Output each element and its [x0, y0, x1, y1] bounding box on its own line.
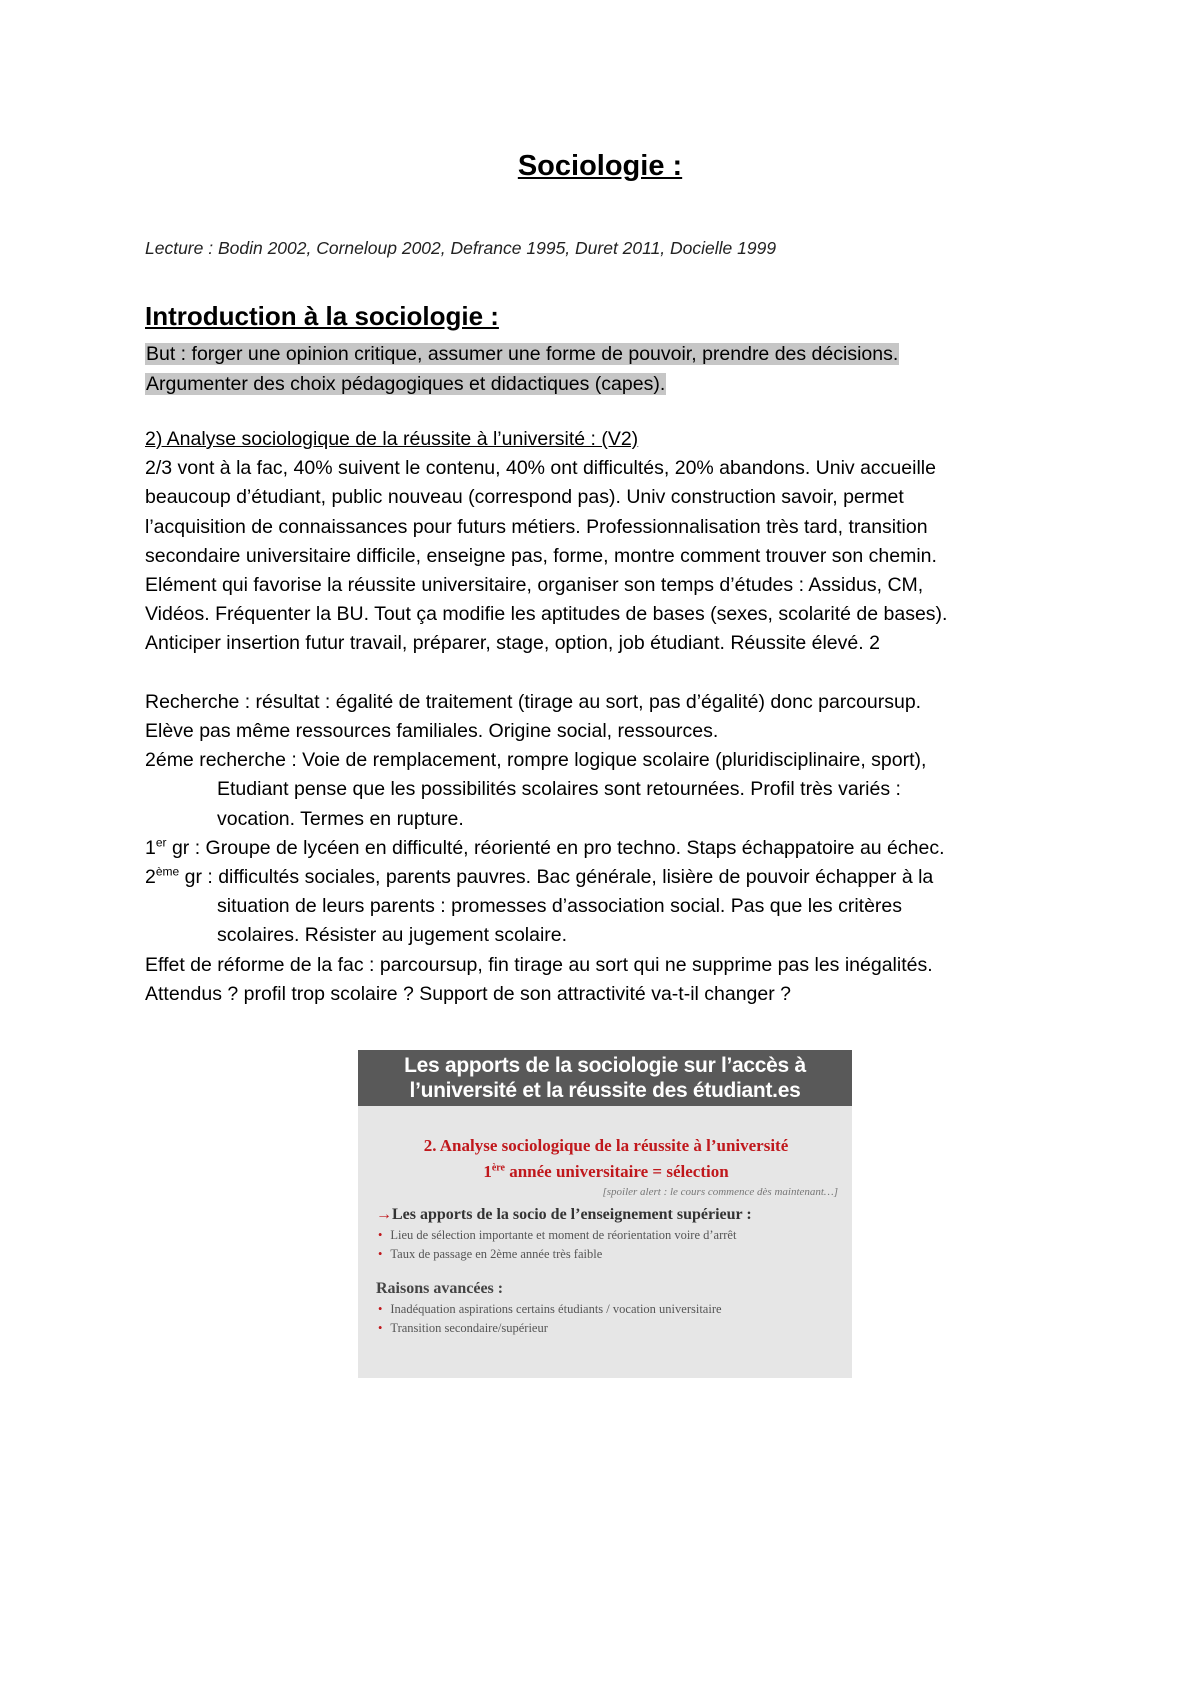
paragraph-line: 2/3 vont à la fac, 40% suivent le contenu, 40% ont difficultés, 20% abandons. Univ accueille [145, 457, 936, 480]
arrow-right-icon: → [376, 1206, 392, 1223]
bullet-icon: • [378, 1228, 383, 1242]
bullet-icon: • [378, 1321, 383, 1335]
paragraph-line: Elément qui favorise la réussite universitaire, organiser son temps d’études : Assidus, CM, [145, 574, 924, 597]
paragraph-line: l’acquisition de connaissances pour futurs métiers. Professionnalisation très tard, transition [145, 515, 928, 538]
paragraph-line: beaucoup d’étudiant, public nouveau (correspond pas). Univ construction savoir, permet [145, 486, 904, 509]
paragraph-line: Etudiant pense que les possibilités scolaires sont retournées. Profil très variés : [217, 778, 901, 801]
slide-header [358, 1050, 852, 1106]
paragraph-line: Vidéos. Fréquenter la BU. Tout ça modifie les aptitudes de bases (sexes, scolarité de bases). [145, 603, 948, 626]
group-number: 1 [145, 836, 156, 859]
slide-bullet [376, 1321, 852, 1336]
slide-title: 2. Analyse sociologique de la réussite à l’université [423, 1136, 789, 1155]
goal-line: Argumenter des choix pédagogiques et didactiques (capes). [146, 373, 666, 395]
paragraph-line: situation de leurs parents : promesses d’association social. Pas que les critères [217, 895, 903, 918]
paragraph-line: 2éme recherche : Voie de remplacement, rompre logique scolaire (pluridisciplinaire, sport), [145, 749, 927, 772]
slide-header-line: Les apports de la sociologie sur l’accès à [404, 1054, 806, 1077]
bullet-icon: • [378, 1247, 383, 1261]
bullet-icon: • [378, 1302, 383, 1316]
paragraph-line: vocation. Termes en rupture. [217, 807, 464, 830]
group-text: gr : Groupe de lycéen en difficulté, réorienté en pro techno. Staps échappatoire au échec. [166, 836, 945, 859]
slide-subtitle [376, 1162, 836, 1182]
group-1-line [145, 834, 1065, 863]
embedded-slide-image [358, 1050, 852, 1378]
paragraph-line: Elève pas même ressources familiales. Origine social, ressources. [145, 720, 719, 743]
goal-line: But : forger une opinion critique, assumer une forme de pouvoir, prendre des décisions. [146, 343, 899, 365]
slide-bullet [376, 1228, 852, 1243]
paragraph-line: Recherche : résultat : égalité de traitement (tirage au sort, pas d’égalité) donc parcoursup. [145, 690, 922, 713]
group-ordinal: ème [155, 864, 180, 879]
slide-body [358, 1106, 852, 1336]
slide-header-line: l’université et la réussite des étudiant.es [409, 1079, 801, 1102]
page-title: Sociologie : [517, 150, 683, 182]
reading-list: Lecture : Bodin 2002, Corneloup 2002, Defrance 1995, Duret 2011, Docielle 1999 [145, 238, 777, 258]
intro-heading: Introduction à la sociologie : [145, 301, 499, 331]
slide-bullet-text: Taux de passage en 2ème année très faible [390, 1247, 603, 1261]
paragraph-line: Effet de réforme de la fac : parcoursup, fin tirage au sort qui ne supprime pas les inégalités. [145, 953, 933, 976]
slide-apports-text: Les apports de la socio de l’enseignement supérieur : [392, 1206, 752, 1223]
paragraph-line: scolaires. Résister au jugement scolaire. [217, 924, 568, 947]
paragraph-line: Anticiper insertion futur travail, préparer, stage, option, job étudiant. Réussite élevé. 2 [145, 632, 880, 655]
slide-subtitle-text: année universitaire = sélection [504, 1162, 729, 1181]
slide-bullet-text: Lieu de sélection importante et moment de réorientation voire d’arrêt [390, 1228, 737, 1242]
slide-spoiler-note: [spoiler alert : le cours commence dès maintenant…] [602, 1186, 838, 1198]
slide-apports-heading [376, 1206, 852, 1224]
slide-bullet-text: Inadéquation aspirations certains étudiants / vocation universitaire [390, 1302, 722, 1316]
group-ordinal: er [155, 835, 167, 850]
paragraph-line: secondaire universitaire difficile, enseigne pas, forme, montre comment trouver son chemin. [145, 544, 937, 567]
slide-bullet [376, 1247, 852, 1262]
slide-reasons-heading: Raisons avancées : [376, 1280, 504, 1297]
section2-heading: 2) Analyse sociologique de la réussite à l’université : (V2) [145, 428, 639, 450]
slide-bullet [376, 1302, 852, 1317]
slide-subtitle-ordinal: ère [491, 1162, 505, 1174]
group-2-line [145, 863, 1065, 892]
slide-bullet-text: Transition secondaire/supérieur [390, 1321, 548, 1335]
goal-block [145, 339, 899, 399]
paragraph-line: Attendus ? profil trop scolaire ? Support de son attractivité va-t-il changer ? [145, 982, 792, 1005]
document-body [145, 425, 1065, 1009]
group-text: gr : difficultés sociales, parents pauvres. Bac générale, lisière de pouvoir échapper à la [179, 866, 934, 889]
group-number: 2 [145, 866, 156, 889]
slide-subtitle-number: 1 [483, 1162, 492, 1181]
spacer [145, 659, 1065, 688]
